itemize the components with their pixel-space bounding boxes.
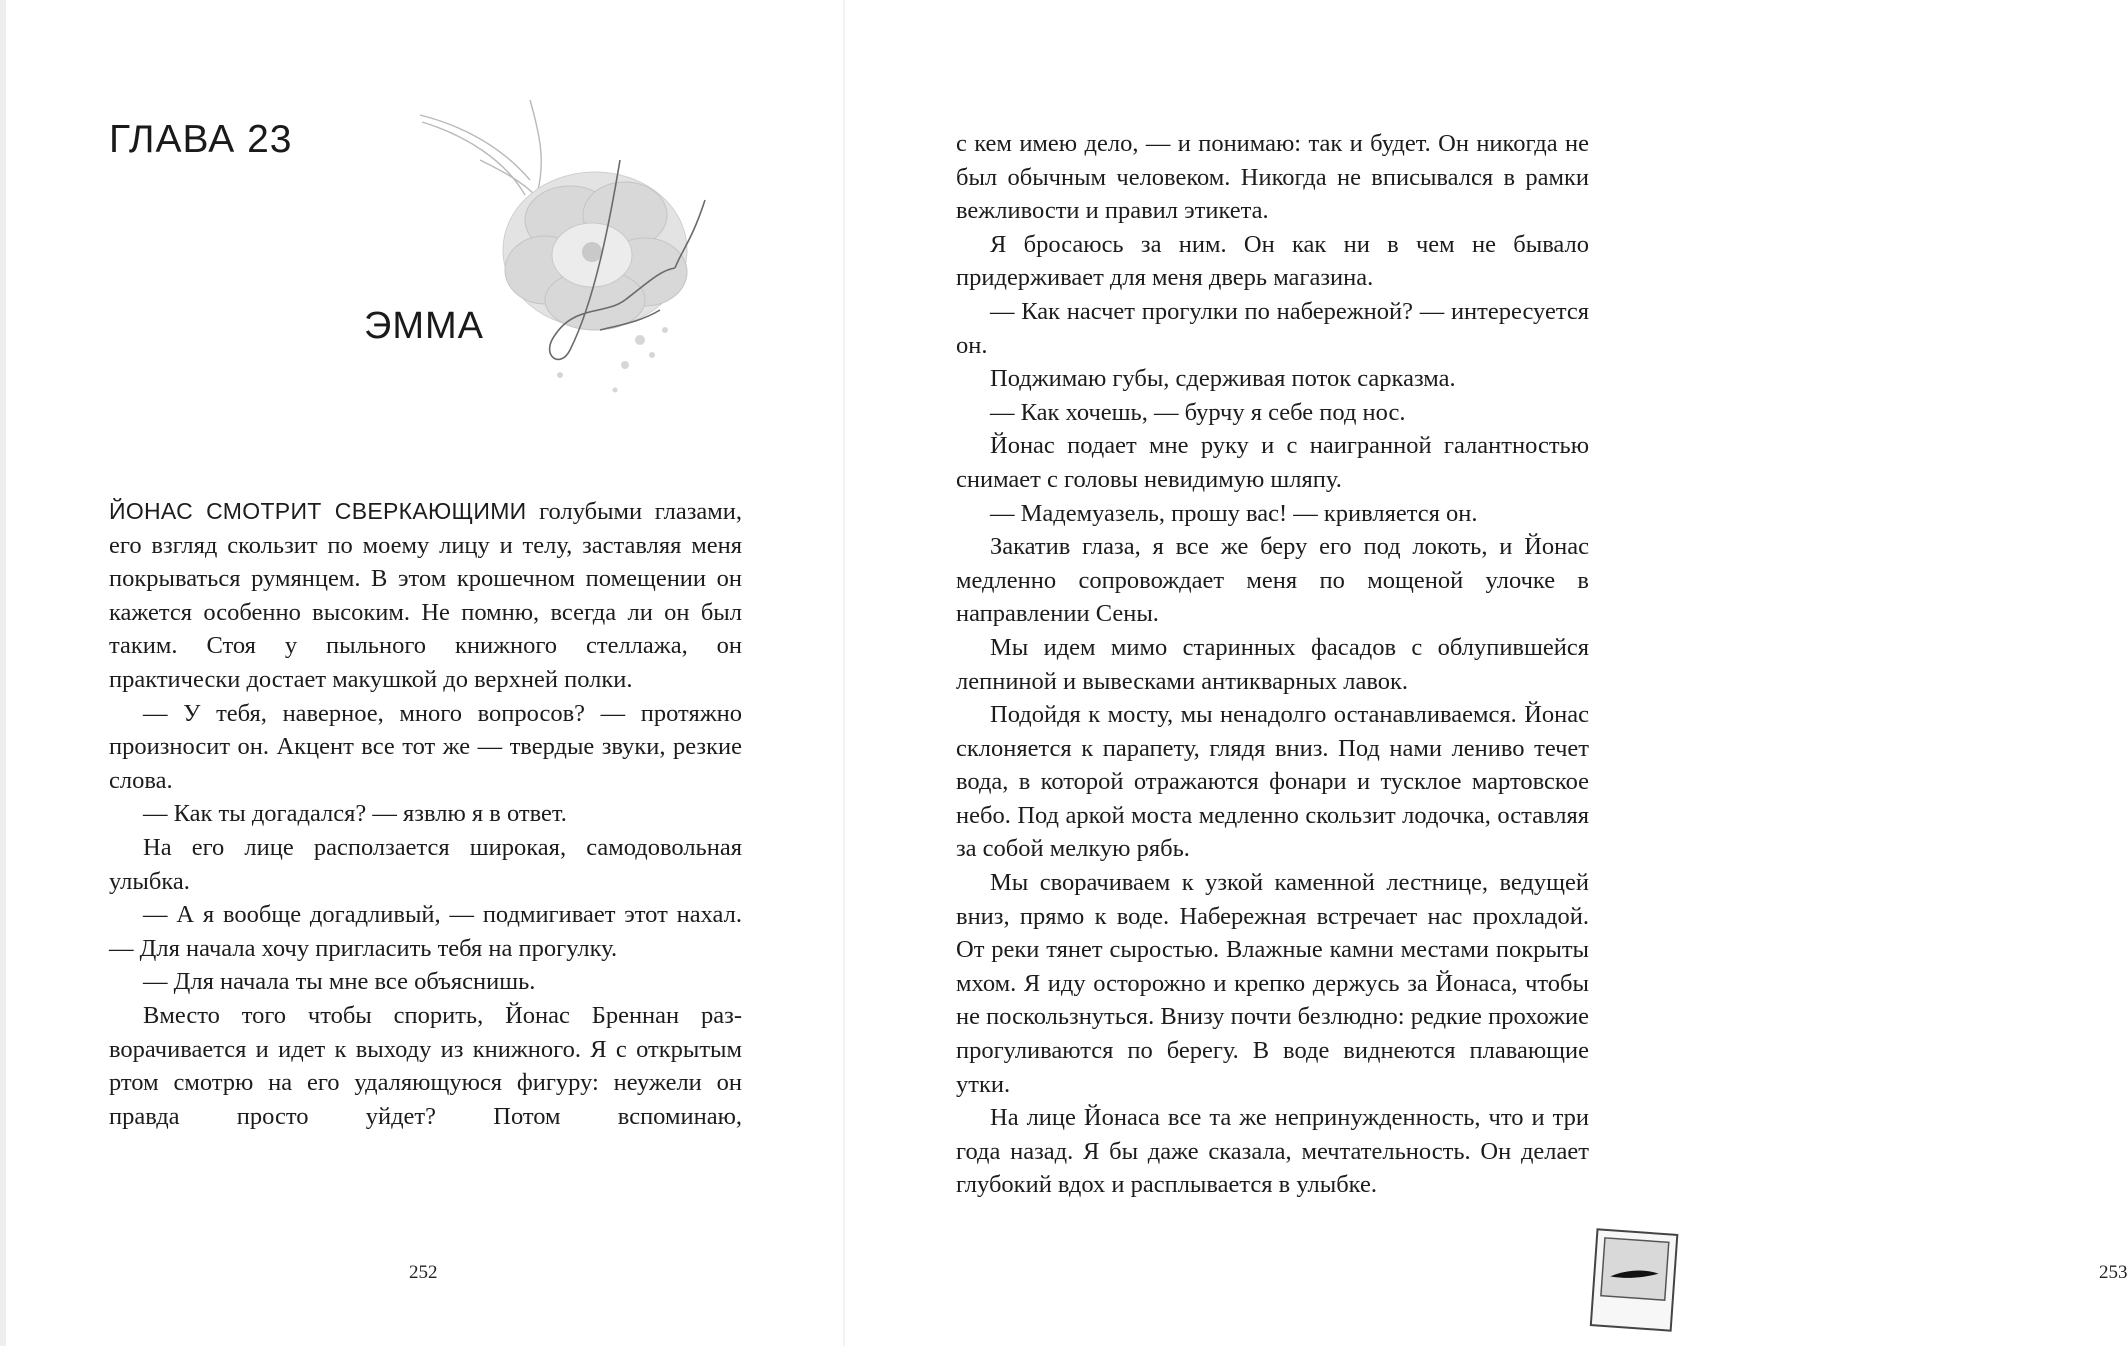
page-number: 252 [409,1262,438,1283]
pov-character-name: ЭММА [364,305,484,347]
paragraph: — Для начала ты мне все объяснишь. [143,968,536,996]
page-number: 253 [2099,1262,2128,1283]
chapter-title: ГЛАВА 23 [109,118,293,161]
paragraph: Мы сворачиваем к узкой каменной лестнице, ведущей вниз, прямо к воде. Набережная встречает нас прохладой. От реки тянет сыростью. Влажные камни местами покрыты мхом. Я иду осторожно и крепко держусь за Йонаса, чтобы не поскользнуться. Внизу почти безлюдно: редкие прохожие прогуливаются по берегу. В воде виднеются плавающие утки. [956,869,1589,1098]
paragraph: с кем имею дело, — и понимаю: так и будет. Он никогда не был обычным человеком. Никогда не вписывался в рамки вежливости и правил этикета. [956,130,1589,225]
paragraph-text: голубыми глазами, его взгляд скользит по моему лицу и телу, заставляя меня покрываться румянцем. В этом крошечном помещении он кажется особенно высоким. Не помню, всегда ли он был таким. Стоя у пыльного книжного стеллажа, он практически достает макушкой до верхней полки. [109,498,742,693]
polaroid-photo-icon[interactable] [1586,1226,1682,1336]
paragraph: — А я вообще догадливый, — подмигивает этот нахал. — Для начала хочу пригласить тебя на прогулку. [109,901,742,962]
chapter-lead-in: ЙОНАС СМОТРИТ СВЕРКАЮЩИМИ [109,498,527,524]
paragraph: Подойдя к мосту, мы ненадолго останавливаемся. Йонас склоняется к парапету, глядя вниз. Под нами лениво течет вода, в которой отражаются фонари и тусклое мартовское небо. Под аркой моста медленно скользит лодочка, оставляя за собой мелкую рябь. [956,701,1589,863]
paragraph: — Как хочешь, — бурчу я себе под нос. [990,398,1406,426]
paragraph: Мы идем мимо старинных фасадов с облупившейся лепниной и вывесками антикварных лавок. [956,633,1589,695]
paragraph: На лице Йонаса все та же непринужденность, что и три года назад. Я бы даже сказала, мечтательность. Он делает глубокий вдох и расплывается в улыбке. [956,1104,1589,1199]
paragraph: Вместо того чтобы спорить, Йонас Бреннан разворачивается и идет к выходу из книжного. Я с открытым ртом смотрю на его удаляющуюся фигуру: неужели он правда просто уйдет? Потом вспоминаю, [109,1001,742,1130]
left-page-body [109,495,742,1133]
left-page [0,0,844,1346]
paragraph: — Мадемуазель, прошу вас! — кривляется он. [990,499,1478,527]
paragraph: Закатив глаза, я все же беру его под локоть, и Йонас медленно сопровождает меня по мощеной улочке в направлении Сены. [956,533,1589,628]
right-page-body [956,127,1589,1202]
paragraph: — У тебя, наверное, много вопросов? — протяжно произносит он. Акцент все тот же — твердые звуки, резкие слова. [109,699,742,794]
paragraph: Я бросаюсь за ним. Он как ни в чем не бывало придерживает для меня дверь магазина. [956,230,1589,292]
paragraph [109,495,742,697]
paragraph: Йонас подает мне руку и с наигранной галантностью снимает с головы невидимую шляпу. [956,432,1589,493]
paragraph: — Как насчет прогулки по набережной? — интересуется он. [956,297,1589,359]
paragraph: На его лице расползается широкая, самодовольная улыбка. [109,833,742,895]
paragraph: — Как ты догадался? — язвлю я в ответ. [143,800,567,828]
peony-illustration-icon [420,100,780,420]
paragraph: Поджимаю губы, сдерживая поток сарказма. [990,365,1456,393]
